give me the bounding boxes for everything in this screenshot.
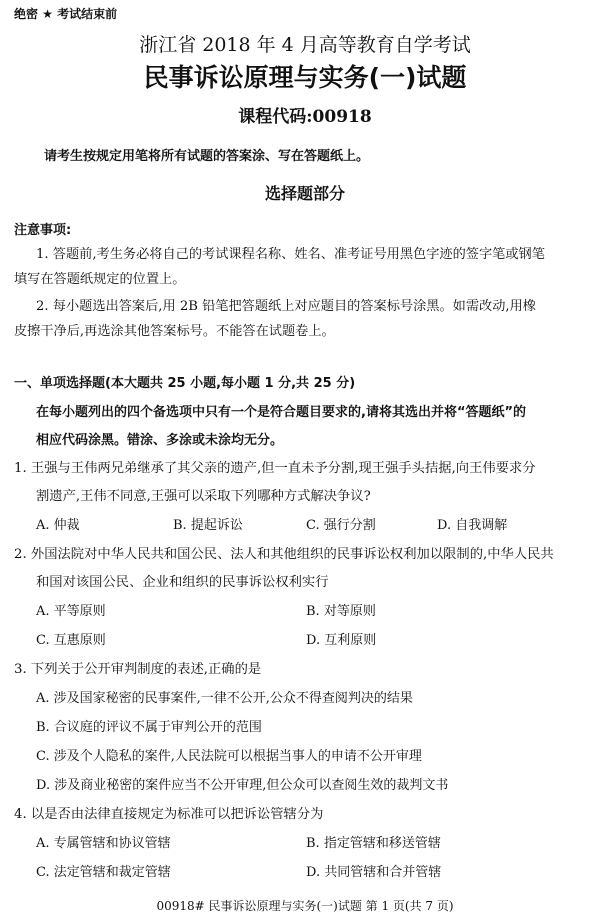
question-stem: 4. 以是否由法律直接规定为标准可以把诉讼管辖分为	[14, 807, 324, 822]
question-stem: 割遗产,王伟不同意,王强可以采取下列哪种方式解决争议?	[36, 489, 371, 504]
secret-mark: 绝密 ★ 考试结束前	[14, 7, 118, 21]
option-a: A. 专属管辖和协议管辖	[36, 836, 171, 851]
page-footer: 00918# 民事诉讼原理与实务(一)试题 第 1 页(共 7 页)	[156, 899, 454, 913]
note-line: 1. 答题前,考生务必将自己的考试课程名称、姓名、准考证号用黑色字迹的签字笔或钢笔	[36, 247, 545, 262]
option-b: B. 合议庭的评议不属于审判公开的范围	[36, 720, 262, 735]
option-a: A. 涉及国家秘密的民事案件,一律不公开,公众不得查阅判决的结果	[36, 691, 413, 706]
note-line: 填写在答题纸规定的位置上。	[14, 272, 186, 287]
answer-instruction: 请考生按规定用笔将所有试题的答案涂、写在答题纸上。	[44, 149, 370, 164]
notes-title: 注意事项:	[14, 223, 72, 238]
part-one-description: 相应代码涂黑。错涂、多涂或未涂均无分。	[36, 433, 284, 448]
exam-name: 浙江省 2018 年 4 月高等教育自学考试	[139, 34, 471, 56]
option-c: C. 强行分割	[306, 518, 376, 533]
option-a: A. 平等原则	[36, 604, 106, 619]
option-c: C. 互惠原则	[36, 633, 106, 648]
question-stem: 1. 王强与王伟两兄弟继承了其父亲的遗产,但一直未予分割,现王强手头拮据,向王伟要求分	[14, 461, 536, 476]
section-heading: 选择题部分	[264, 184, 345, 203]
option-b: B. 指定管辖和移送管辖	[306, 836, 441, 851]
option-d: D. 自我调解	[437, 518, 508, 533]
course-code: 课程代码:00918	[238, 107, 372, 127]
note-line: 2. 每小题选出答案后,用 2B 铅笔把答题纸上对应题目的答案标号涂黑。如需改动,用橡	[36, 299, 536, 314]
question-stem: 3. 下列关于公开审判制度的表述,正确的是	[14, 662, 262, 677]
option-b: B. 提起诉讼	[173, 518, 243, 533]
option-d: D. 互利原则	[306, 633, 377, 648]
question-stem: 2. 外国法院对中华人民共和国公民、法人和其他组织的民事诉讼权利加以限制的,中华人民共	[14, 547, 554, 562]
question-stem: 和国对该国公民、企业和组织的民事诉讼权利实行	[36, 575, 329, 590]
paper-title: 民事诉讼原理与实务(一)试题	[143, 63, 467, 92]
option-a: A. 仲裁	[36, 518, 80, 533]
option-b: B. 对等原则	[306, 604, 376, 619]
note-line: 皮擦干净后,再选涂其他答案标号。不能答在试题卷上。	[14, 324, 335, 339]
part-one-header: 一、单项选择题(本大题共 25 小题,每小题 1 分,共 25 分)	[14, 376, 356, 391]
option-c: C. 涉及个人隐私的案件,人民法院可以根据当事人的申请不公开审理	[36, 749, 422, 764]
option-c: C. 法定管辖和裁定管辖	[36, 865, 171, 880]
option-d: D. 涉及商业秘密的案件应当不公开审理,但公众可以查阅生效的裁判文书	[36, 778, 449, 793]
option-d: D. 共同管辖和合并管辖	[306, 865, 442, 880]
part-one-description: 在每小题列出的四个备选项中只有一个是符合题目要求的,请将其选出并将“答题纸”的	[36, 405, 527, 420]
